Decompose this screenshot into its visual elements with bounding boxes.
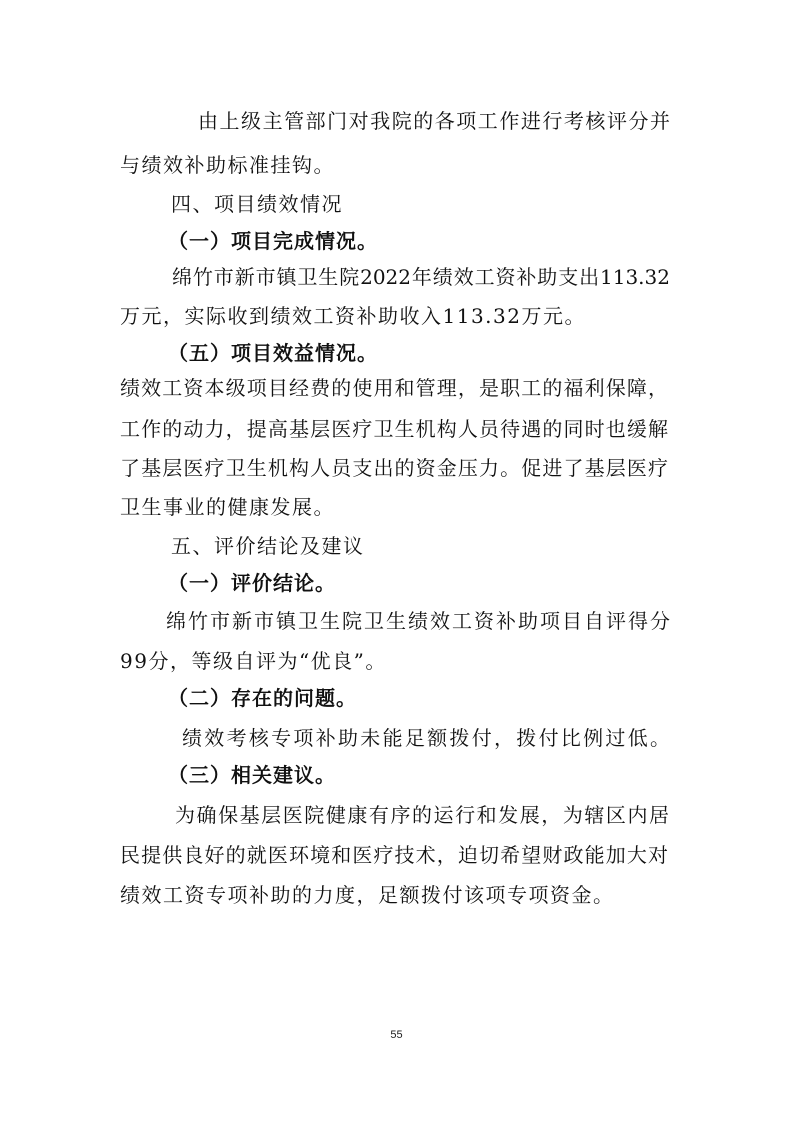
paragraph-line: 与绩效补助标准挂钩。 <box>120 153 335 177</box>
paragraph-line: 民提供良好的就医环境和医疗技术，迫切希望财政能加大对 <box>120 843 668 867</box>
subsection-heading: （五）项目效益情况。 <box>168 341 378 365</box>
page-number: 55 <box>390 1029 403 1041</box>
paragraph-line: 绵竹市新市镇卫生院2022年绩效工资补助支出113.32 <box>172 265 670 289</box>
section-heading: 五、评价结论及建议 <box>171 534 365 558</box>
subsection-heading: （二）存在的问题。 <box>168 686 357 710</box>
paragraph-line: 为确保基层医院健康有序的运行和发展，为辖区内居 <box>175 803 669 827</box>
paragraph-line: 绵竹市新市镇卫生院卫生绩效工资补助项目自评得分 <box>166 609 670 633</box>
paragraph-line: 工作的动力，提高基层医疗卫生机构人员待遇的同时也缓解 <box>120 417 668 441</box>
subsection-heading: （一）评价结论。 <box>168 571 336 595</box>
paragraph-line: 由上级主管部门对我院的各项工作进行考核评分并 <box>198 109 670 133</box>
paragraph-line: 绩效工资本级项目经费的使用和管理，是职工的福利保障， <box>120 376 668 400</box>
paragraph-line: 卫生事业的健康发展。 <box>120 495 335 519</box>
paragraph-line: 万元，实际收到绩效工资补助收入113.32万元。 <box>120 304 586 328</box>
paragraph-line: 绩效考核专项补助未能足额拨付，拨付比例过低。 <box>182 726 670 750</box>
section-heading: 四、项目绩效情况 <box>171 192 343 216</box>
paragraph-line: 了基层医疗卫生机构人员支出的资金压力。促进了基层医疗 <box>120 456 668 480</box>
subsection-heading: （三）相关建议。 <box>168 763 336 787</box>
subsection-heading: （一）项目完成情况。 <box>168 229 378 253</box>
paragraph-line: 99分，等级自评为“优良”。 <box>120 649 387 673</box>
paragraph-line: 绩效工资专项补助的力度，足额拨付该项专项资金。 <box>120 883 615 907</box>
